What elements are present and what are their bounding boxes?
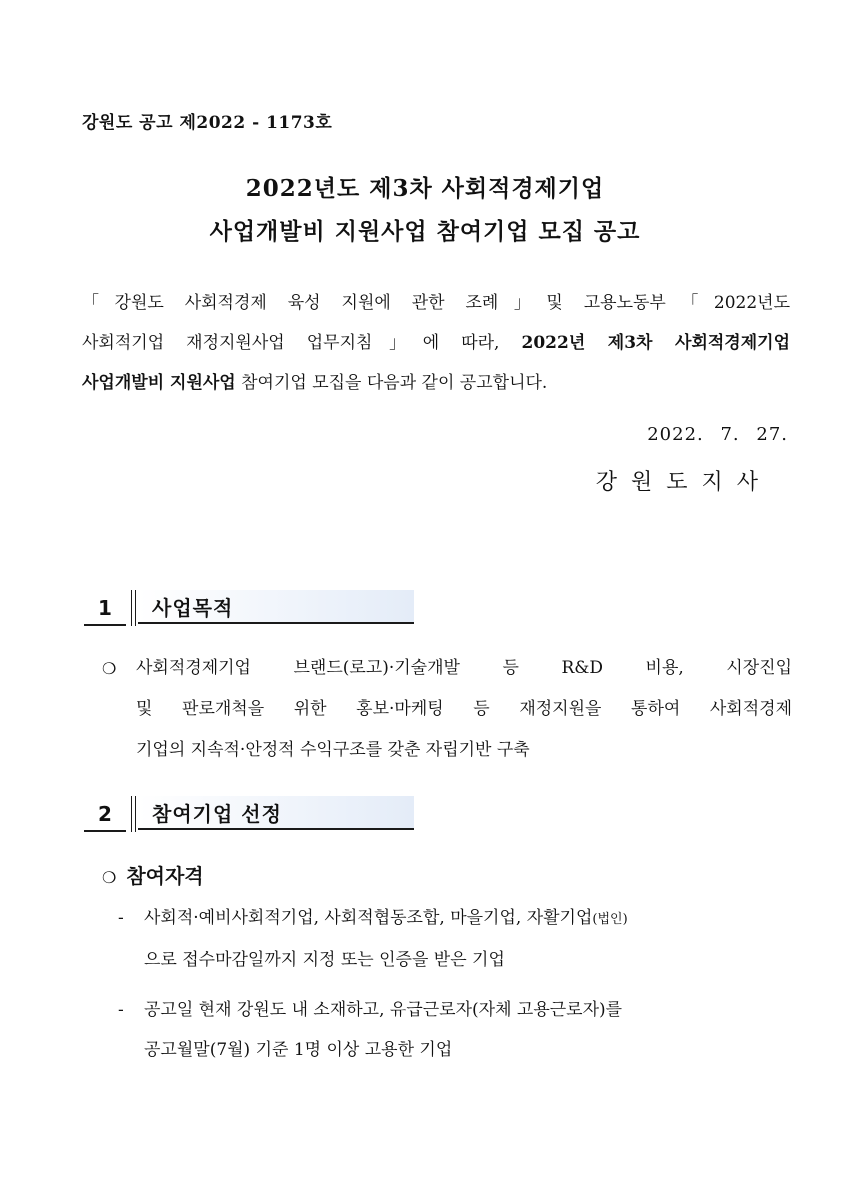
eligibility-item-1-small: (법인): [592, 912, 628, 927]
purpose-bullet: [102, 648, 792, 771]
intro-line-2-text: 사회적기업 재정지원사업 업무지침」에 따라,: [82, 333, 522, 353]
notice-number: 강원도 공고 제2022 - 1173호: [82, 113, 333, 133]
eligibility-heading-text: 참여자격: [126, 864, 204, 888]
purpose-line-2: 및 판로개척을 위한 홍보·마케팅 등 재정지원을 통하여 사회적경제: [136, 699, 792, 719]
intro-line-3: [82, 363, 790, 403]
eligibility-item-2: [118, 990, 788, 1070]
section-1-divider: [131, 590, 136, 626]
section-2-header: [84, 796, 414, 832]
eligibility-item-1-line-2: 으로 접수마감일까지 지정 또는 인증을 받은 기업: [144, 950, 505, 970]
purpose-line-3: 기업의 지속적·안정적 수익구조를 갖춘 자립기반 구축: [136, 740, 530, 760]
purpose-line-1: 사회적경제기업 브랜드(로고)·기술개발 등 R&D 비용, 시장진입: [136, 658, 792, 678]
eligibility-item-1-line-1: [144, 898, 788, 940]
circle-bullet-icon: ❍: [102, 659, 117, 678]
intro-line-3-text: 참여기업 모집을 다음과 같이 공고합니다.: [235, 373, 548, 393]
eligibility-item-2-line-2: 공고월말(7월) 기준 1명 이상 고용한 기업: [144, 1040, 453, 1060]
notice-date: 2022. 7. 27.: [647, 424, 788, 445]
title-line-1: 2022년도 제3차 사회적경제기업: [245, 175, 605, 202]
section-1-title: 사업목적: [138, 590, 414, 624]
intro-line-2: [82, 323, 790, 363]
purpose-text: [136, 648, 792, 771]
eligibility-heading: [102, 860, 204, 889]
section-2-divider: [131, 796, 136, 832]
intro-line-3-bold: 사업개발비 지원사업: [82, 373, 236, 393]
intro-line-1: 「강원도 사회적경제 육성 지원에 관한 조례」및 고용노동부「2022년도: [82, 293, 790, 313]
dash-bullet: -: [118, 908, 124, 928]
eligibility-item-2-line-1: 공고일 현재 강원도 내 소재하고, 유급근로자(자체 고용근로자)를: [144, 1000, 623, 1020]
dash-bullet: -: [118, 1000, 124, 1020]
title-line-2: 사업개발비 지원사업 참여기업 모집 공고: [209, 218, 641, 245]
eligibility-item-1: [118, 898, 788, 980]
section-1-header: [84, 590, 414, 626]
section-2-title: 참여기업 선정: [138, 796, 414, 830]
eligibility-item-1-text: 사회적·예비사회적기업, 사회적협동조합, 마을기업, 자활기업: [144, 908, 593, 928]
issuer-signature: 강원도지사: [595, 470, 772, 495]
section-1-number: 1: [84, 590, 126, 626]
intro-line-2-bold: 2022년 제3차 사회적경제기업: [521, 333, 790, 353]
circle-bullet-icon: ❍: [102, 868, 117, 887]
section-2-number: 2: [84, 796, 126, 832]
intro-paragraph: [82, 283, 790, 403]
